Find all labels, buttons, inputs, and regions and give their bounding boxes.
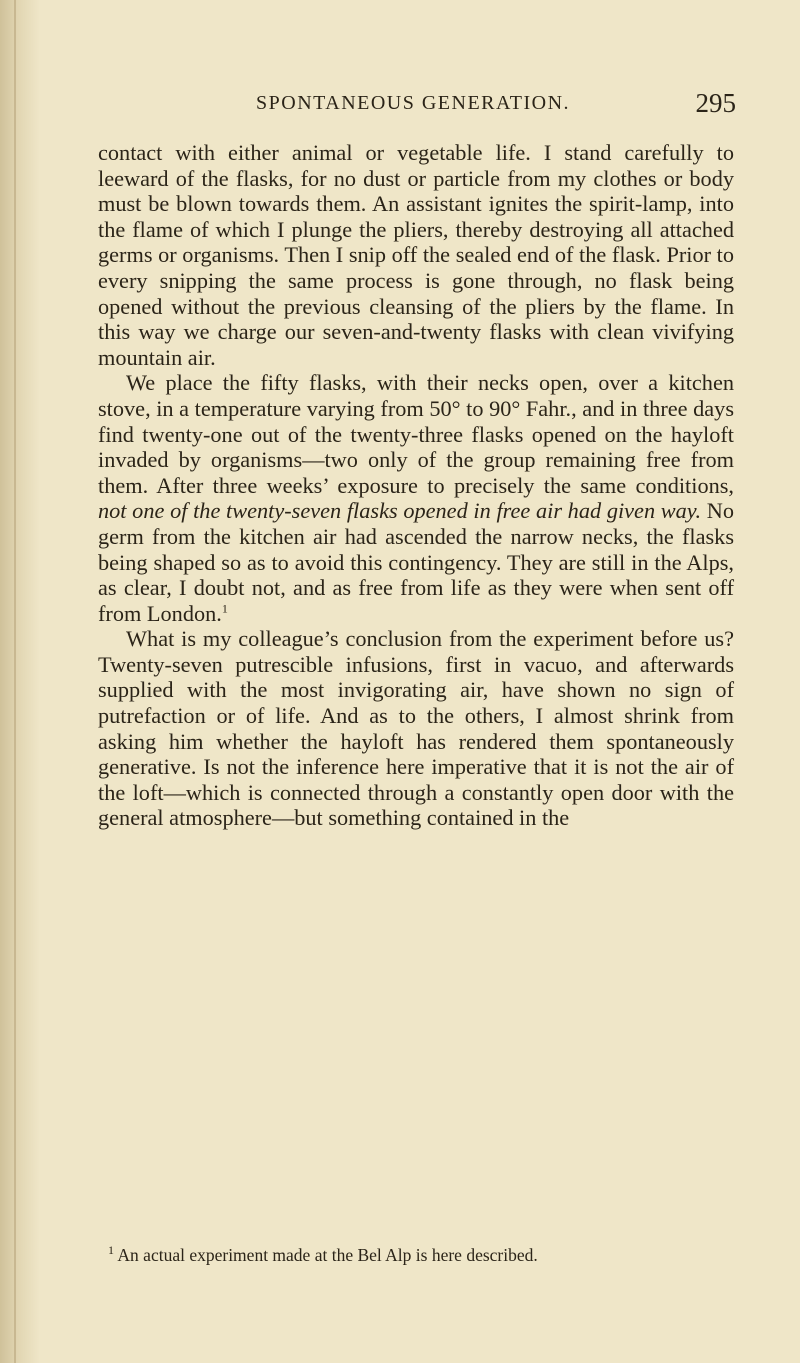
footnote — [108, 1244, 738, 1266]
footnote-reference[interactable]: 1 — [221, 601, 228, 616]
running-head — [96, 88, 736, 120]
paragraph-2-italic: not one of the twenty-seven flasks opened in free air had given way. — [98, 498, 702, 524]
page-gutter-shadow — [0, 0, 40, 1363]
paragraph-2 — [98, 370, 734, 626]
paragraph-2-text-b: No germ from the kitchen air had ascended the narrow necks, the flasks being shaped so as to avoid this contingency. They are still in the Alps, as clear, I doubt not, and as free from life as they were when sent off from London. — [98, 498, 735, 626]
running-title: SPONTANEOUS GENERATION. — [256, 92, 571, 114]
paragraph-2-text-a: We place the fifty flasks, with their necks open, over a kitchen stove, in a temperature varying from 50° to 90° Fahr., and in three days find twenty-one out of the twenty-three flasks opened on the hayloft invaded by organisms—two only of the group remaining free from them. After three weeks’ exposure to precisely the same conditions, — [98, 370, 734, 498]
paragraph-3: What is my colleague’s conclusion from the experiment before us? Twenty-seven putrescible infusions, first in vacuo, and afterwards supplied with the most invigorating air, have shown no sign of putrefaction or of life. And as to the others, I almost shrink from asking him whether the hayloft has rendered them spontaneously generative. Is not the inference here imperative that it is not the air of the loft—which is connected through a constantly open door with the general atmosphere—but something contained in the — [98, 626, 734, 831]
footnote-marker: 1 — [108, 1243, 114, 1258]
paragraph-1: contact with either animal or vegetable life. I stand carefully to leeward of the flasks, for no dust or particle from my clothes or body must be blown towards them. An assistant ignites the spirit-lamp, into the flame of which I plunge the pliers, thereby destroying all attached germs or organisms. Then I snip off the sealed end of the flask. Prior to every snipping the same process is gone through, no flask being opened without the previous cleansing of the pliers by the flame. In this way we charge our seven-and-twenty flasks with clean vivifying mountain air. — [98, 140, 734, 370]
body-text — [98, 140, 734, 831]
footnote-text: An actual experiment made at the Bel Alp is here described. — [117, 1245, 538, 1265]
page-edge-line — [14, 0, 16, 1363]
page-number: 295 — [695, 88, 736, 118]
